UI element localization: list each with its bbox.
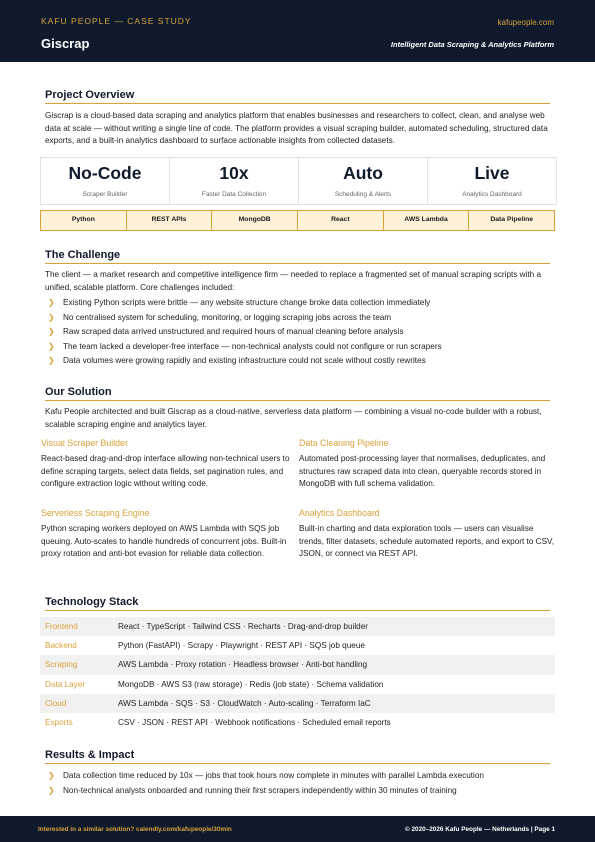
- stat-card: [427, 158, 556, 204]
- tech-chips: [40, 210, 555, 231]
- card-title: Serverless Scraping Engine: [41, 508, 150, 518]
- table-row: [40, 713, 555, 732]
- solution-card: [299, 508, 557, 561]
- row-value: AWS Lambda · Proxy rotation · Headless browser · Anti-bot handling: [118, 660, 368, 670]
- page-title: Giscrap: [41, 36, 90, 51]
- stats-row: [40, 157, 557, 205]
- stat-label: Scheduling & Alerts: [334, 191, 392, 198]
- row-value: React · TypeScript · Tailwind CSS · Recharts · Drag-and-drop builder: [118, 622, 368, 632]
- stat-label: Faster Data Collection: [201, 191, 267, 198]
- arrow-right-icon: ❯: [48, 312, 55, 322]
- table-row: [40, 636, 555, 655]
- header-tagline: Intelligent Data Scraping & Analytics Platform: [390, 40, 554, 49]
- page-header: [0, 0, 595, 62]
- footer-copyright: © 2020–2026 Kafu People — Netherlands | Page 1: [405, 826, 555, 833]
- row-value: CSV · JSON · REST API · Webhook notifications · Scheduled email reports: [118, 718, 391, 728]
- row-value: Python (FastAPI) · Scrapy · Playwright · REST API · SQS job queue: [118, 641, 365, 651]
- table-row: [40, 675, 555, 694]
- stat-value: Auto: [343, 163, 383, 183]
- challenge-heading: The Challenge: [45, 249, 550, 264]
- list-item: ❯ Existing Python scripts were brittle — any website structure change broke data collection immediately: [48, 296, 553, 311]
- tech-chip: MongoDB: [211, 210, 298, 231]
- card-title: Analytics Dashboard: [299, 508, 380, 518]
- solution-heading: Our Solution: [45, 386, 550, 401]
- row-value: AWS Lambda · SQS · S3 · CloudWatch · Auto-scaling · Terraform IaC: [118, 698, 371, 708]
- table-row: [40, 617, 555, 636]
- tech-chip: React: [297, 210, 384, 231]
- tech-chip: AWS Lambda: [383, 210, 470, 231]
- challenge-intro: The client — a market research and competitive intelligence firm — needed to replace a fragmented set of manual scraping scripts with a unified, scalable platform. Core challenges included:: [45, 270, 542, 292]
- card-body: Automated post-processing layer that normalises, deduplicates, and structures raw scraped data into clean, queryable records stored in MongoDB with full schema validation.: [299, 454, 546, 489]
- list-item: ❯ Data collection time reduced by 10x — jobs that took hours now complete in minutes with parallel Lambda execution: [48, 769, 553, 784]
- row-key: Scraping: [45, 660, 78, 670]
- card-body: Built-in charting and data exploration tools — users can visualise trends, filter datasets, schedule automated reports, and export to CSV, JSON, or connect via REST API.: [299, 524, 555, 559]
- footer-cta-link[interactable]: Interested in a similar solution? calendly.com/kafupeople/30min: [38, 826, 232, 833]
- tech-chip: Python: [40, 210, 127, 231]
- row-key: Exports: [45, 718, 73, 728]
- list-item: ❯ The team lacked a developer-free interface — non-technical analysts could not configure or run scrapers: [48, 340, 553, 355]
- challenge-list: [48, 296, 553, 369]
- stat-card: [41, 158, 169, 204]
- row-value: MongoDB · AWS S3 (raw storage) · Redis (job state) · Schema validation: [118, 679, 384, 689]
- results-heading: Results & Impact: [45, 749, 550, 764]
- tech-heading: Technology Stack: [45, 596, 550, 611]
- tech-table: [40, 617, 555, 732]
- list-item: ❯ Raw scraped data arrived unstructured and required hours of manual cleaning before analysis: [48, 325, 553, 340]
- header-kicker: KAFU PEOPLE — CASE STUDY: [41, 16, 192, 26]
- arrow-right-icon: ❯: [48, 785, 55, 795]
- card-body: React-based drag-and-drop interface allowing non-technical users to define scraping targets, select data fields, set pagination rules, and configure extraction logic without writing code.: [41, 454, 290, 489]
- card-title: Visual Scraper Builder: [41, 438, 128, 448]
- card-body: Python scraping workers deployed on AWS Lambda with SQS job queuing. Auto-scales to handle hundreds of concurrent jobs. Built-in proxy rotation and anti-bot evasion for reliable data collection.: [41, 524, 287, 559]
- stat-value: Live: [474, 163, 510, 183]
- row-key: Cloud: [45, 698, 67, 708]
- stat-card: [169, 158, 298, 204]
- stat-value: No-Code: [68, 163, 142, 183]
- arrow-right-icon: ❯: [48, 356, 55, 366]
- arrow-right-icon: ❯: [48, 298, 55, 307]
- site-link[interactable]: kafupeople.com: [497, 18, 554, 27]
- row-key: Frontend: [45, 622, 78, 632]
- card-title: Data Cleaning Pipeline: [299, 438, 389, 448]
- list-item: ❯ No centralised system for scheduling, monitoring, or logging scraping jobs across the team: [48, 311, 553, 326]
- solution-intro: Kafu People architected and built Giscrap as a cloud-native, serverless data platform — combining a visual no-code builder with a robust, scalable scraping engine and analytics layer.: [45, 407, 542, 429]
- arrow-right-icon: ❯: [48, 771, 55, 780]
- stat-label: Scraper Builder: [82, 191, 128, 198]
- tech-chip: REST APIs: [126, 210, 213, 231]
- stat-card: [298, 158, 427, 204]
- list-item: ❯ Non-technical analysts onboarded and running their first scrapers independently within 30 minutes of training: [48, 784, 553, 799]
- solution-card: [41, 438, 299, 491]
- table-row: [40, 694, 555, 713]
- stat-value: 10x: [219, 163, 249, 183]
- arrow-right-icon: ❯: [48, 341, 55, 351]
- results-list: [48, 769, 553, 798]
- overview-heading: Project Overview: [45, 89, 550, 104]
- tech-chip: Data Pipeline: [468, 210, 555, 231]
- row-key: Backend: [45, 641, 77, 651]
- arrow-right-icon: ❯: [48, 327, 55, 337]
- stat-label: Analytics Dashboard: [462, 191, 522, 198]
- table-row: [40, 655, 555, 674]
- solution-card: [299, 438, 557, 491]
- solution-card: [41, 508, 299, 561]
- list-item: ❯ Data volumes were growing rapidly and existing infrastructure could not scale without costly rewrites: [48, 354, 553, 369]
- page-footer: [0, 816, 595, 842]
- row-key: Data Layer: [45, 679, 86, 689]
- overview-body: Giscrap is a cloud-based data scraping and analytics platform that enables businesses and researchers to collect, clean, and analyse web data at scale — without writing a single line of code. The platform provides a visual scraping builder, automated scheduling, structured data exports, and a built-in analytics dashboard to surface actionable insights from collected datasets.: [45, 111, 548, 145]
